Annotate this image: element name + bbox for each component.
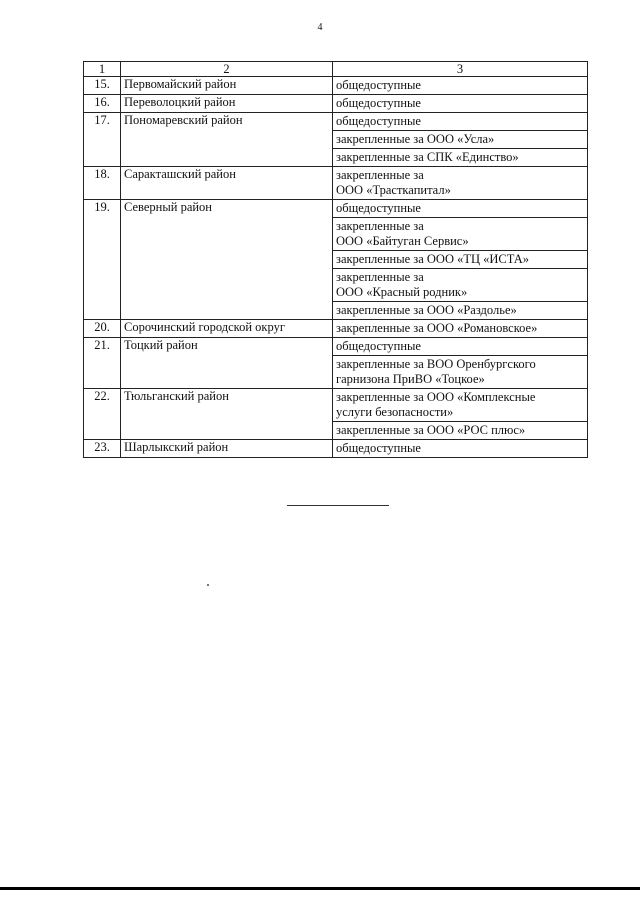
assignment-cell xyxy=(333,269,588,302)
table-row xyxy=(84,200,588,218)
table-row xyxy=(84,113,588,131)
assignment-cell xyxy=(333,302,588,320)
stray-dot-mark xyxy=(207,584,209,586)
assignment-cell xyxy=(333,218,588,251)
row-number: 23. xyxy=(84,440,121,458)
district-name: Северный район xyxy=(121,200,333,320)
assignment-cell xyxy=(333,113,588,131)
row-number: 21. xyxy=(84,338,121,389)
row-number: 20. xyxy=(84,320,121,338)
assignment-text: закрепленные за СПК «Единство» xyxy=(336,150,519,164)
assignment-text: закрепленные за ООО «РОС плюс» xyxy=(336,423,526,437)
row-number: 19. xyxy=(84,200,121,320)
assignment-text: общедоступные xyxy=(336,201,421,215)
table-row xyxy=(84,77,588,95)
bottom-rule xyxy=(0,887,640,890)
assignment-cell xyxy=(333,77,588,95)
assignment-text: закрепленные за ООО «Трасткапитал» xyxy=(336,168,451,197)
assignment-text: закрепленные за ООО «ТЦ «ИСТА» xyxy=(336,252,530,266)
assignment-cell xyxy=(333,389,588,422)
assignment-text: закрепленные за ООО «Усла» xyxy=(336,132,495,146)
district-name: Первомайский район xyxy=(121,77,333,95)
table-row xyxy=(84,338,588,356)
district-name: Тоцкий район xyxy=(121,338,333,389)
assignment-text: общедоступные xyxy=(336,441,421,455)
assignment-cell xyxy=(333,131,588,149)
page-number: 4 xyxy=(317,22,323,33)
header-col-1: 1 xyxy=(84,62,121,77)
row-number: 18. xyxy=(84,167,121,200)
table-row xyxy=(84,389,588,422)
assignment-text: закрепленные за ООО «Романовское» xyxy=(336,321,538,335)
assignment-cell xyxy=(333,320,588,338)
assignment-cell xyxy=(333,167,588,200)
row-number: 22. xyxy=(84,389,121,440)
row-number: 17. xyxy=(84,113,121,167)
district-name: Пономаревский район xyxy=(121,113,333,167)
assignment-text: общедоступные xyxy=(336,78,421,92)
table-row xyxy=(84,95,588,113)
assignment-text: закрепленные за ВОО Оренбургского гарнизона ПриВО «Тоцкое» xyxy=(336,357,536,386)
table-body xyxy=(84,77,588,458)
assignment-cell xyxy=(333,251,588,269)
district-name: Тюльганский район xyxy=(121,389,333,440)
districts-table xyxy=(83,61,588,458)
district-name: Сорочинский городской округ xyxy=(121,320,333,338)
table-row xyxy=(84,440,588,458)
header-col-3: 3 xyxy=(333,62,588,77)
district-name: Шарлыкский район xyxy=(121,440,333,458)
end-separator-line xyxy=(287,505,389,506)
assignment-cell xyxy=(333,149,588,167)
assignment-text: закрепленные за ООО «Байтуган Сервис» xyxy=(336,219,469,248)
row-number: 16. xyxy=(84,95,121,113)
assignment-cell xyxy=(333,200,588,218)
assignment-text: закрепленные за ООО «Красный родник» xyxy=(336,270,468,299)
header-col-2: 2 xyxy=(121,62,333,77)
district-name: Переволоцкий район xyxy=(121,95,333,113)
table-row xyxy=(84,167,588,200)
assignment-text: закрепленные за ООО «Раздолье» xyxy=(336,303,517,317)
table-header-row xyxy=(84,62,588,77)
assignment-text: закрепленные за ООО «Комплексные услуги безопасности» xyxy=(336,390,536,419)
assignment-cell xyxy=(333,338,588,356)
assignment-cell xyxy=(333,95,588,113)
row-number: 15. xyxy=(84,77,121,95)
assignment-cell xyxy=(333,356,588,389)
district-name: Саракташский район xyxy=(121,167,333,200)
assignment-text: общедоступные xyxy=(336,96,421,110)
assignment-cell xyxy=(333,422,588,440)
table-row xyxy=(84,320,588,338)
assignment-text: общедоступные xyxy=(336,339,421,353)
assignment-cell xyxy=(333,440,588,458)
assignment-text: общедоступные xyxy=(336,114,421,128)
